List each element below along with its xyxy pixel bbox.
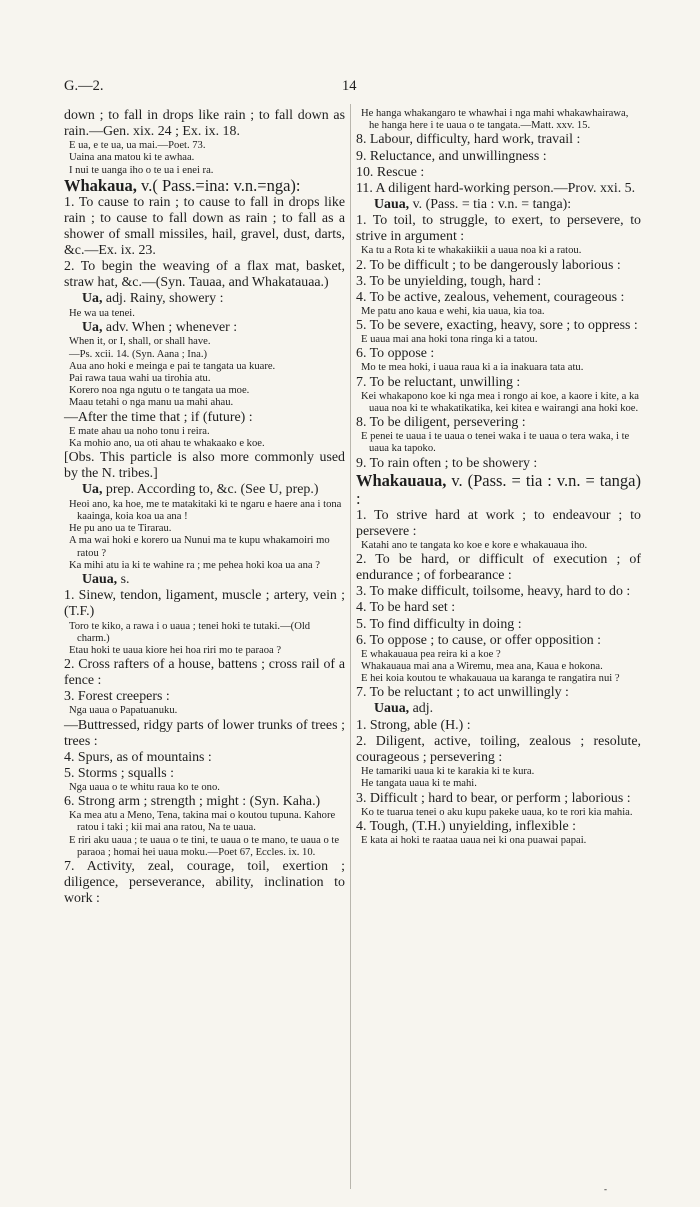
right-column — [356, 108, 641, 847]
definition-line: 1. To toil, to struggle, to exert, to persevere, to strive in argument : — [356, 213, 641, 245]
example-quote: —Ps. xcii. 14. (Syn. Aana ; Ina.) — [69, 348, 207, 360]
example-quote: Aua ano hoki e meinga e pai te tangata ua kuare. — [69, 360, 276, 372]
definition-line: —Buttressed, ridgy parts of lower trunks of trees ; trees : — [64, 717, 345, 749]
definition-line: 9. Reluctance, and unwillingness : — [356, 148, 547, 164]
example-quote: He wa ua tenei. — [69, 307, 135, 319]
example-quote: Toro te kiko, a rawa i o uaua ; tenei hoki te tutaki.—(Old charm.) — [69, 620, 311, 644]
headword-definition: adj. — [409, 701, 434, 717]
definition-line: 3. Forest creepers : — [64, 689, 170, 705]
headword: Ua, — [82, 482, 103, 498]
example-quote: Whakauaua mai ana a Wiremu, mea ana, Kaua e hokona. — [361, 660, 603, 672]
definition-line: 7. Activity, zeal, courage, toil, exertion ; diligence, perseverance, ability, inclination to work : — [64, 859, 345, 907]
page-code: G.—2. — [64, 78, 104, 94]
example-quote: E mate ahau ua noho tonu i reira. — [69, 425, 210, 437]
definition-line: 4. Tough, (T.H.) unyielding, inflexible : — [356, 818, 576, 834]
example-quote: E whakauaua pea reira ki a koe ? — [361, 648, 501, 660]
headword-definition: v.( Pass.=ina: v.n.=nga): — [136, 175, 301, 195]
example-quote: Maau tetahi o nga manu ua mahi ahau. — [69, 397, 234, 409]
example-quote: Pai rawa taua wahi ua tirohia atu. — [69, 372, 211, 384]
definition-line: 2. To be difficult ; to be dangerously laborious : — [356, 257, 621, 273]
example-quote: Etau hoki te uaua kiore hei hoa riri mo te paraoa ? — [69, 644, 282, 656]
headword-definition: adv. When ; whenever : — [102, 319, 238, 335]
headword-line — [64, 320, 345, 336]
footer-mark: - — [604, 1184, 607, 1194]
example-quote: Nga uaua o Papatuanuku. — [69, 705, 178, 717]
definition-line: 6. To oppose ; to cause, or offer opposition : — [356, 632, 602, 648]
headword: Whakauaua, — [356, 470, 447, 490]
example-quote: When it, or I, shall, or shall have. — [69, 336, 211, 348]
column-divider — [350, 104, 351, 1189]
definition-line: [Obs. This particle is also more commonly used by the N. tribes.] — [64, 450, 345, 482]
definition-line: 4. To be active, zealous, vehement, courageous : — [356, 289, 625, 305]
headword-definition: s. — [117, 571, 130, 587]
example-quote: Katahi ano te tangata ko koe e kore e whakauaua iho. — [361, 539, 588, 551]
definition-line: 8. To be diligent, persevering : — [356, 415, 526, 431]
headword-line — [356, 472, 641, 508]
example-quote: Ka mohio ano, ua oti ahau te whakaako e koe. — [69, 437, 265, 449]
headword-line — [356, 701, 641, 717]
definition-line: 11. A diligent hard-working person.—Prov. xxi. 5. — [356, 180, 636, 196]
headword-definition: adj. Rainy, showery : — [102, 291, 224, 307]
definition-line: 5. Storms ; squalls : — [64, 765, 174, 781]
definition-line: 1. To cause to rain ; to cause to fall in drops like rain ; to cause to fall down as rain ; to fall as a shower of small missiles, hail, gravel, dust, darts, &c.—Ex. ix. 23. — [64, 194, 345, 259]
example-quote: Ka mea atu a Meno, Tena, takina mai o koutou tupuna. Kahore ratou i taki ; kii mai ana ratou, Na te uaua. — [69, 810, 336, 834]
example-quote: Ka tu a Rota ki te whakakiikii a uaua noa ki a ratou. — [361, 245, 582, 257]
headword-definition: v. (Pass. = tia : v.n. = tanga): — [409, 196, 572, 212]
definition-line: 2. Cross rafters of a house, battens ; cross rail of a fence : — [64, 657, 345, 689]
definition-line: 1. Strong, able (H.) : — [356, 717, 471, 733]
definition-line: 6. Strong arm ; strength ; might : (Syn. Kaha.) — [64, 794, 321, 810]
definition-line: 3. Difficult ; hard to bear, or perform ; laborious : — [356, 790, 631, 806]
example-quote: E riri aku uaua ; te uaua o te tini, te uaua o te mano, te uaua o te paraoa ; homai hei uaua moku.—Poet 67, Eccles. ix. 10. — [69, 834, 340, 858]
headword-line — [356, 197, 641, 213]
headword-line — [64, 177, 345, 195]
definition-line: 3. To make difficult, toilsome, heavy, hard to do : — [356, 584, 631, 600]
definition-line: down ; to fall in drops like rain ; to fall down as rain.—Gen. xix. 24 ; Ex. ix. 18. — [64, 108, 345, 140]
definition-line: 4. Spurs, as of mountains : — [64, 749, 212, 765]
definition-line: 5. To be severe, exacting, heavy, sore ; to oppress : — [356, 318, 638, 334]
headword-definition: prep. According to, &c. (See U, prep.) — [102, 482, 319, 498]
example-quote: Korero noa nga ngutu o te tangata ua moe. — [69, 385, 250, 397]
definition-line: 9. To rain often ; to be showery : — [356, 455, 538, 471]
example-quote: He tangata uaua ki te mahi. — [361, 778, 477, 790]
headword: Whakaua, — [64, 175, 137, 195]
example-quote: Ka mihi atu ia ki te wahine ra ; me pehea hoki koa ua ana ? — [69, 559, 320, 571]
headword-line — [64, 572, 345, 588]
definition-line: 7. To be reluctant ; to act unwillingly : — [356, 685, 569, 701]
headword: Uaua, — [374, 701, 410, 717]
example-quote: Mo te mea hoki, i uaua raua ki a ia inakuara tata atu. — [361, 362, 584, 374]
example-quote: Me patu ano kaua e wehi, kia uaua, kia toa. — [361, 305, 545, 317]
headword-line — [64, 482, 345, 498]
example-quote: Ko te tuarua tenei o aku kupu pakeke uaua, ko te rori kia mahia. — [361, 806, 633, 818]
definition-line: 3. To be unyielding, tough, hard : — [356, 273, 542, 289]
example-quote: Heoi ano, ka hoe, me te matakitaki ki te ngaru e haere ana i tona kaainga, koia koa ua ana ! — [69, 498, 342, 522]
example-quote: He hanga whakangaro te whawhai i nga mahi whakawhairawa, he hanga here i te uaua o te tangata.—Matt. xxv. 15. — [361, 108, 629, 132]
example-quote: He pu ano ua te Tirarau. — [69, 523, 172, 535]
definition-line: 2. To begin the weaving of a flax mat, basket, straw hat, &c.—(Syn. Tauaa, and Whakatauaa.) — [64, 259, 345, 291]
left-column — [64, 108, 345, 907]
example-quote: He tamariki uaua ki te karakia ki te kura. — [361, 766, 535, 778]
definition-line: 1. To strive hard at work ; to endeavour ; to persevere : — [356, 507, 641, 539]
definition-line: 2. Diligent, active, toiling, zealous ; resolute, courageous ; persevering : — [356, 733, 641, 765]
definition-line: 8. Labour, difficulty, hard work, travail : — [356, 132, 581, 148]
page-number: 14 — [342, 78, 357, 94]
example-quote: E ua, e te ua, ua mai.—Poet. 73. — [69, 140, 206, 152]
definition-line: 2. To be hard, or difficult of execution ; of endurance ; of forbearance : — [356, 552, 641, 584]
headword: Ua, — [82, 291, 103, 307]
headword: Uaua, — [82, 571, 118, 587]
definition-line: 6. To oppose : — [356, 346, 435, 362]
definition-line: 5. To find difficulty in doing : — [356, 616, 522, 632]
example-quote: Uaina ana matou ki te awhaa. — [69, 152, 195, 164]
example-quote: E kata ai hoki te raataa uaua nei ki ona puawai papai. — [361, 834, 587, 846]
example-quote: Nga uaua o te whitu raua ko te ono. — [69, 781, 220, 793]
example-quote: E hei koia koutou te whakauaua ua karanga te rangatira nui ? — [361, 673, 620, 685]
headword-line — [64, 291, 345, 307]
definition-line: 10. Rescue : — [356, 164, 425, 180]
headword: Uaua, — [374, 196, 410, 212]
example-quote: Kei whakapono koe ki nga mea i rongo ai koe, a kaore i kite, a ka uaua noa ki te whakatikatika, kei kitea e wairangi ana hoki koe. — [361, 390, 639, 414]
definition-line: 7. To be reluctant, unwilling : — [356, 374, 521, 390]
example-quote: E uaua mai ana hoki tona ringa ki a tatou. — [361, 334, 538, 346]
definition-line: 1. Sinew, tendon, ligament, muscle ; artery, vein ; (T.F.) — [64, 588, 345, 620]
headword: Ua, — [82, 319, 103, 335]
definition-line: —After the time that ; if (future) : — [64, 409, 253, 425]
example-quote: A ma wai hoki e korero ua Nunui ma te kupu whakamoiri mo ratou ? — [69, 535, 330, 559]
example-quote: E penei te uaua i te uaua o tenei waka i te uaua o tera waka, i te uaua ka tapoko. — [361, 431, 630, 455]
example-quote: I nui te uanga iho o te ua i enei ra. — [69, 164, 214, 176]
definition-line: 4. To be hard set : — [356, 600, 456, 616]
headword-definition: v. (Pass. = tia : v.n. = tanga) : — [356, 470, 641, 508]
